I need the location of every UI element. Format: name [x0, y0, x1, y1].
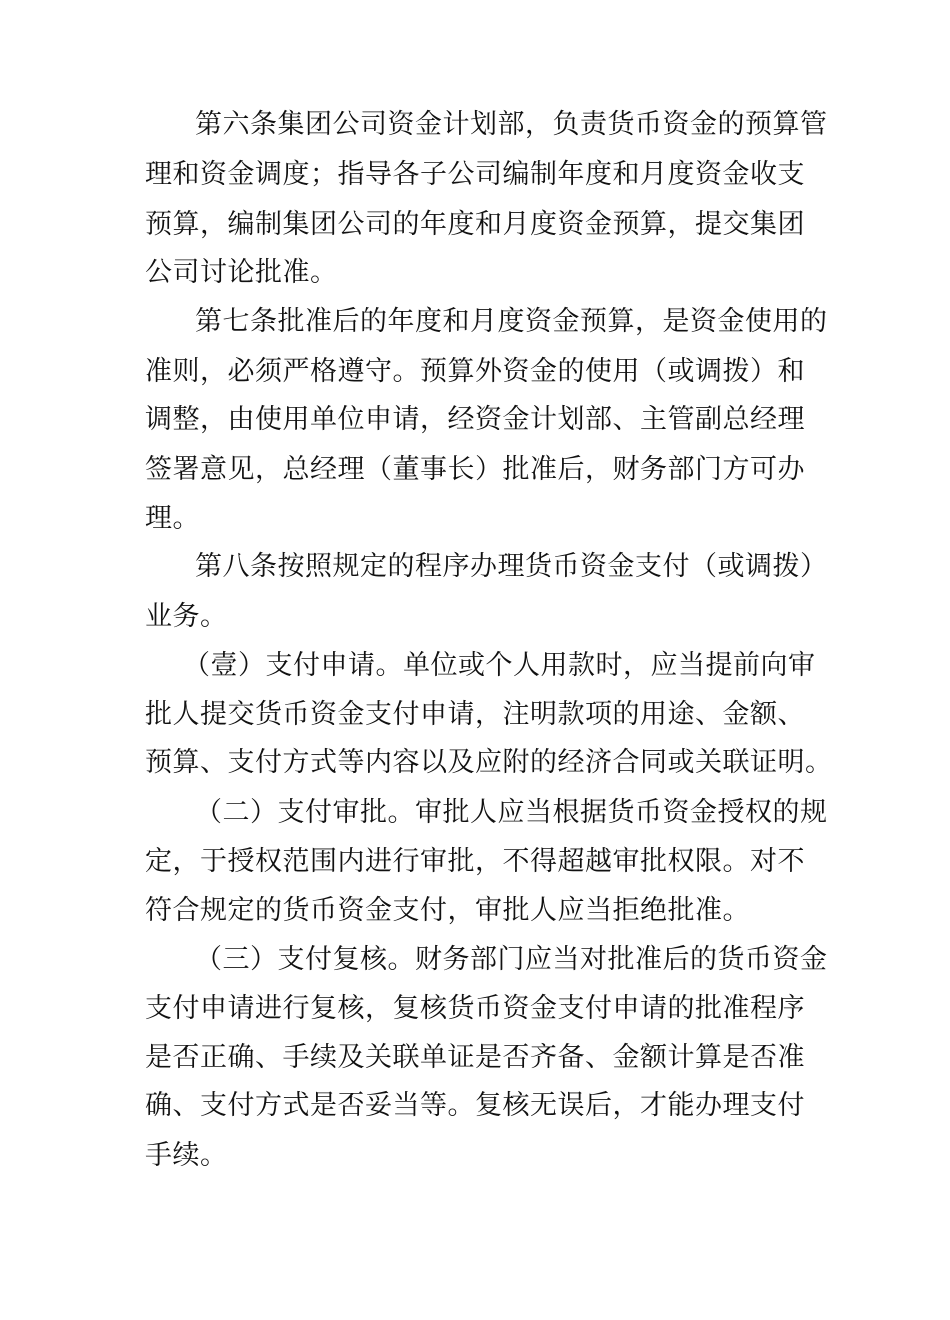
- text-line: 预算、支付方式等内容以及应附的经济合同或关联证明。: [145, 747, 833, 778]
- text-line: 第七条批准后的年度和月度资金预算，是资金使用的: [195, 306, 828, 337]
- text-line: 业务。: [145, 601, 228, 632]
- text-line: 公司讨论批准。: [145, 257, 338, 288]
- text-line: （壹）支付申请。单位或个人用款时，应当提前向审: [183, 650, 816, 681]
- text-line: 手续。: [145, 1140, 228, 1171]
- text-line: 定，于授权范围内进行审批，不得超越审批权限。对不: [145, 846, 805, 877]
- text-line: 符合规定的货币资金支付，审批人应当拒绝批准。: [145, 895, 750, 926]
- text-line: （二）支付审批。审批人应当根据货币资金授权的规: [195, 797, 828, 828]
- text-line: 准则，必须严格遵守。预算外资金的使用（或调拨）和: [145, 356, 805, 387]
- text-line: 确、支付方式是否妥当等。复核无误后，才能办理支付: [145, 1090, 805, 1121]
- text-line: 第八条按照规定的程序办理货币资金支付（或调拨）: [195, 551, 828, 582]
- text-line: 签署意见，总经理（董事长）批准后，财务部门方可办: [145, 454, 805, 485]
- text-line: 理和资金调度；指导各子公司编制年度和月度资金收支: [145, 159, 805, 190]
- text-line: （三）支付复核。财务部门应当对批准后的货币资金: [195, 944, 828, 975]
- text-line: 调整，由使用单位申请，经资金计划部、主管副总经理: [145, 404, 805, 435]
- text-line: 第六条集团公司资金计划部，负责货币资金的预算管: [195, 109, 828, 140]
- text-line: 预算，编制集团公司的年度和月度资金预算，提交集团: [145, 209, 805, 240]
- text-line: 理。: [145, 503, 200, 534]
- text-line: 是否正确、手续及关联单证是否齐备、金额计算是否准: [145, 1042, 805, 1073]
- text-line: 支付申请进行复核，复核货币资金支付申请的批准程序: [145, 993, 805, 1024]
- text-line: 批人提交货币资金支付申请，注明款项的用途、金额、: [145, 699, 805, 730]
